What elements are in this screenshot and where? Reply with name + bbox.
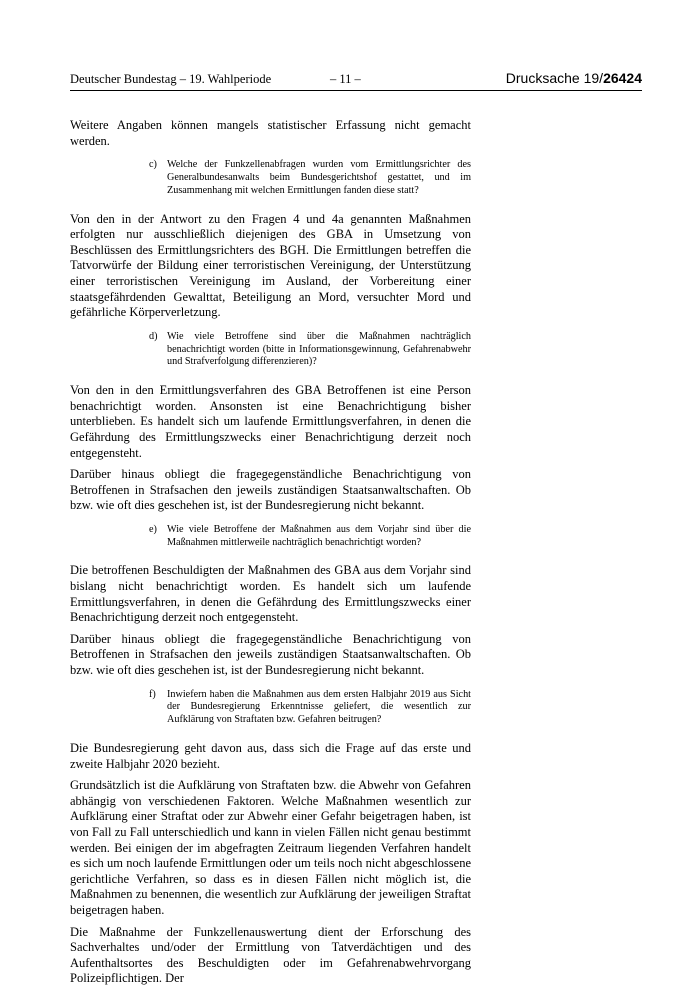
document-body <box>70 118 471 993</box>
doc-period: 19/ <box>583 70 604 86</box>
question-label: e) <box>149 523 157 535</box>
question-block <box>149 524 471 550</box>
question-label: c) <box>149 159 157 171</box>
answer-paragraph: Die betroffenen Beschuldigten der Maßnahmen des GBA aus dem Vorjahr sind bislang nicht benachrichtigt worden. Es handelt sich um laufende Ermittlungsverfahren, in denen die Gefährdung des Ermittlungszwecks einer Benachrichtigung derzeit noch entgegensteht. <box>70 563 471 625</box>
answer-paragraph: Von den in den Ermittlungsverfahren des GBA Betroffenen ist eine Person benachrichtigt worden. Ansonsten ist eine Benachrichtigung bisher unterblieben. Es handelt sich um laufende Ermittlungsverfahren, in denen die Gefährdung des Ermittlungszwecks einer Benachrichtigung derzeit noch entgegensteht. <box>70 383 471 460</box>
question-block <box>149 331 471 369</box>
question-label: f) <box>149 688 156 700</box>
answer-paragraph: Die Maßnahme der Funkzellenauswertung dient der Erforschung des Sachverhaltes und/oder der Ermittlung von Tatverdächtigen und des Aufenthaltsortes des Beschuldigten oder im Gefahrenabwehrvorgang Polizeipflichtigen. Der <box>70 924 471 986</box>
document-number <box>506 70 642 86</box>
question-block <box>149 689 471 727</box>
question-text: Wie viele Betroffene der Maßnahmen aus dem Vorjahr sind über die Maßnahmen mittlerweile nachträglich benachrichtigt worden? <box>167 523 471 548</box>
question-text: Inwiefern haben die Maßnahmen aus dem ersten Halbjahr 2019 aus Sicht der Bundesregierung Erkenntnisse geliefert, die wesentlich zur Aufklärung von Straftaten bzw. Gefahren beitrugen? <box>167 688 471 726</box>
answer-paragraph: Grundsätzlich ist die Aufklärung von Straftaten bzw. die Abwehr von Gefahren abhängig von verschiedenen Faktoren. Welche Maßnahmen wesentlich zur Aufklärung einer Straftat oder zur Abwehr einer Gefahr beigetragen haben, ist von Fall zu Fall unterschiedlich und kann in vielen Fällen nicht genau bestimmt werden. Bei einigen der im abgefragten Zeitraum liegenden Verfahren handelt es sich um noch laufende Ermittlungen oder um teils noch nicht abgeschlossene gerichtliche Verfahren, so dass es in diesen Fällen nicht möglich ist, die Maßnahmen zu benennen, die wesentlich zur Aufklärung der jeweiligen Straftat beigetragen haben. <box>70 778 471 917</box>
answer-paragraph: Weitere Angaben können mangels statistischer Erfassung nicht gemacht werden. <box>70 118 471 148</box>
question-label: d) <box>149 330 158 342</box>
answer-paragraph: Darüber hinaus obliegt die fragegegenständliche Benachrichtigung von Betroffenen in Strafsachen den jeweils zuständigen Staatsanwaltschaften. Ob bzw. wie oft dies geschehen ist, ist der Bundesregierung nicht bekannt. <box>70 467 471 513</box>
header-parliament: Deutscher Bundestag – 19. Wahlperiode <box>70 72 272 86</box>
doc-number: 26424 <box>603 70 642 86</box>
page-number: – 11 – <box>330 72 361 86</box>
doc-label: Drucksache <box>505 70 580 86</box>
page-header <box>70 72 642 91</box>
question-text: Welche der Funkzellenabfragen wurden vom Ermittlungsrichter des Generalbundesanwalts beim Bundesgerichtshof gestattet, und im Zusammenhang mit welchen Ermittlungen fanden diese statt? <box>167 159 471 196</box>
answer-paragraph: Darüber hinaus obliegt die fragegegenständliche Benachrichtigung von Betroffenen in Strafsachen den jeweils zuständigen Staatsanwaltschaften. Ob bzw. wie oft dies geschehen ist, ist der Bundesregierung nicht bekannt. <box>70 631 471 678</box>
answer-paragraph: Von den in der Antwort zu den Fragen 4 und 4a genannten Maßnahmen erfolgten nur ausschließlich diejenigen des GBA in Umsetzung von Beschlüssen des Ermittlungsrichters des BGH. Die Ermittlungen betreffen die Tatvorwürfe der Bildung einer terroristischen Vereinigung, der Unterstützung einer terroristischen Vereinigung im Ausland, der Vorbereitung einer staatsgefährdenden Gewalttat, Beteiligung an Mord, versuchter Mord und gefährliche Körperverletzung. <box>70 211 471 320</box>
question-text: Wie viele Betroffene sind über die Maßnahmen nachträglich benachrichtigt worden (bitte in Informationsgewinnung, Gefahrenabwehr und Strafverfolgung differenzieren)? <box>167 330 471 368</box>
question-block <box>149 159 471 197</box>
answer-paragraph: Die Bundesregierung geht davon aus, dass sich die Frage auf das erste und zweite Halbjahr 2020 bezieht. <box>70 741 471 771</box>
